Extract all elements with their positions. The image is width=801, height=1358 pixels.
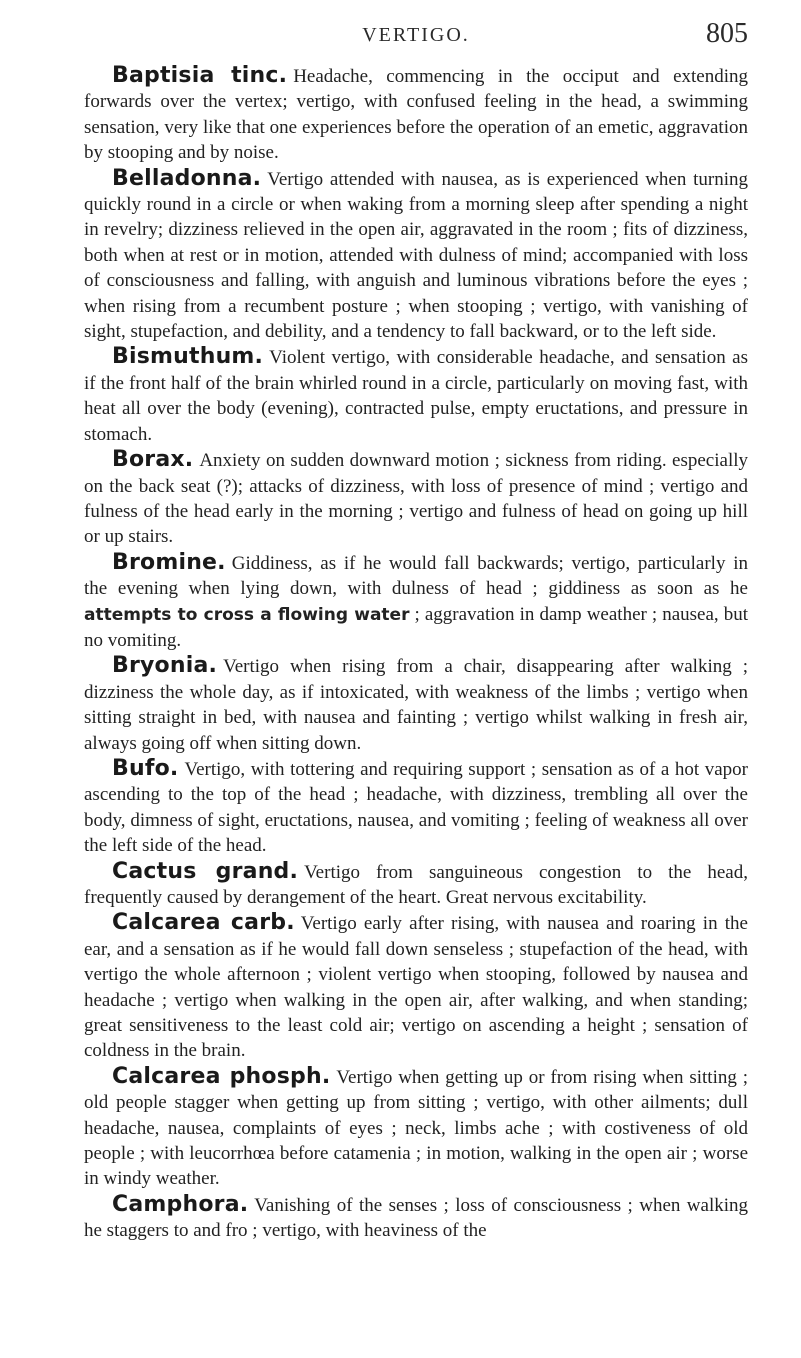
entry-text: Anxiety on sudden downward motion ; sickness from riding. especially on the back seat (?); attacks of dizziness, with loss of presence of mind ; vertigo and fulness of the head early in the morning ; vertigo and fulness of head on going up hill or up stairs. — [84, 450, 748, 548]
remedy-name: Camphora. — [112, 1191, 249, 1217]
remedy-name: Belladonna. — [112, 165, 262, 191]
entry-bufo — [84, 756, 748, 859]
entry-bismuthum — [84, 344, 748, 447]
entry-calcarea-carb — [84, 910, 748, 1063]
entry-text: Violent vertigo, with considerable headache, and sensation as if the front half of the brain whirled round in a circle, particularly on moving fast, with heat all over the body (evening), contracted pulse, empty eructations, and pressure in stomach. — [84, 347, 748, 445]
remedy-name: Bismuthum. — [112, 344, 264, 370]
page-number: 805 — [706, 18, 748, 49]
remedy-name: Borax. — [112, 447, 194, 473]
entry-text: Vertigo, with tottering and requiring support ; sensation as of a hot vapor ascending to the top of the head ; headache, with dizziness, trembling all over the body, dimness of sight, eructations, nausea, and vomiting ; feeling of weakness all over the left side of the head. — [84, 758, 748, 857]
remedy-name: Calcarea carb. — [112, 910, 295, 936]
entry-text: Vertigo when rising from a chair, disappearing after walking ; dizziness the whole day, as if intoxicated, with weakness of the limbs ; vertigo when sitting straight in bed, with nausea and fainting ; vertigo whilst walking in fresh air, always going off when sitting down. — [84, 656, 748, 754]
remedy-name: Bromine. — [112, 549, 226, 575]
entry-belladonna — [84, 166, 748, 345]
entry-text: Vertigo when getting up or from rising when sitting ; old people stagger when getting up from sitting ; vertigo, with other ailments; dull headache, nausea, complaints of eyes ; neck, limbs ache ; with costiveness of old people ; with leucorrhœa before catamenia ; in motion, walking in the open air ; worse in windy weather. — [84, 1066, 749, 1190]
entry-text: Vertigo from sanguineous congestion to the head, frequently caused by derangement of the heart. Great nervous excitability. — [84, 861, 748, 908]
entry-text: Giddiness, as if he would fall backwards; vertigo, particularly in the evening when lying down, with dulness of head ; giddiness as soon as he — [84, 552, 748, 600]
remedy-name: Calcarea phosph. — [112, 1063, 331, 1089]
entry-text: Vertigo attended with nausea, as is experienced when turning quickly round in a circle or when waking from a morning sleep after spending a night in revelry; dizziness relieved in the open air, aggravated in the room ; fits of dizziness, both when at rest or in motion, attended with dulness of mind; accompanied with loss of consciousness and falling, with anguish and luminous vibrations before the eyes ; when rising from a recumbent posture ; when stooping ; vertigo, with vanishing of sight, stupefaction, and debility, and a tendency to fall backward, or to the left side. — [84, 168, 748, 343]
remedy-name: Cactus grand. — [112, 858, 299, 884]
entry-cactus — [84, 859, 748, 911]
entry-text: Vanishing of the senses ; loss of consciousness ; when walking he staggers to and fro ; vertigo, with heaviness of the — [84, 1194, 748, 1242]
entry-borax — [84, 447, 748, 550]
entry-text: Headache, commencing in the occiput and extending forwards over the vertex; vertigo, with confused feeling in the head, a swimming sensation, very like that one experiences before the operation of an emetic, aggravation by stooping and by noise. — [84, 66, 749, 164]
entry-camphora — [84, 1192, 748, 1244]
running-title: VERTIGO. — [362, 24, 470, 46]
remedy-name: Bryonia. — [112, 653, 218, 679]
remedy-name: Baptisia tinc. — [112, 63, 288, 88]
page-body — [84, 63, 748, 1244]
entry-bromine — [84, 550, 748, 654]
entry-calcarea-phosph — [84, 1064, 748, 1192]
running-head — [84, 14, 748, 54]
entry-text: Vertigo early after rising, with nausea and roaring in the ear, and a sensation as if he would fall down senseless ; stupefaction of the head, with vertigo the whole afternoon ; violent vertigo when stooping, followed by nausea and headache ; vertigo when walking in the open air, after walking, and when standing; great sensitiveness to the least cold air; vertigo on ascending a height ; sensation of coldness in the brain. — [84, 913, 748, 1062]
entry-text: ; aggravation in damp weather ; nausea, but no vomiting. — [84, 603, 748, 651]
entry-baptisia — [84, 63, 748, 166]
remedy-name: Bufo. — [112, 755, 179, 781]
emphasized-text: attempts to cross a flowing water — [84, 604, 410, 625]
entry-bryonia — [84, 653, 748, 756]
